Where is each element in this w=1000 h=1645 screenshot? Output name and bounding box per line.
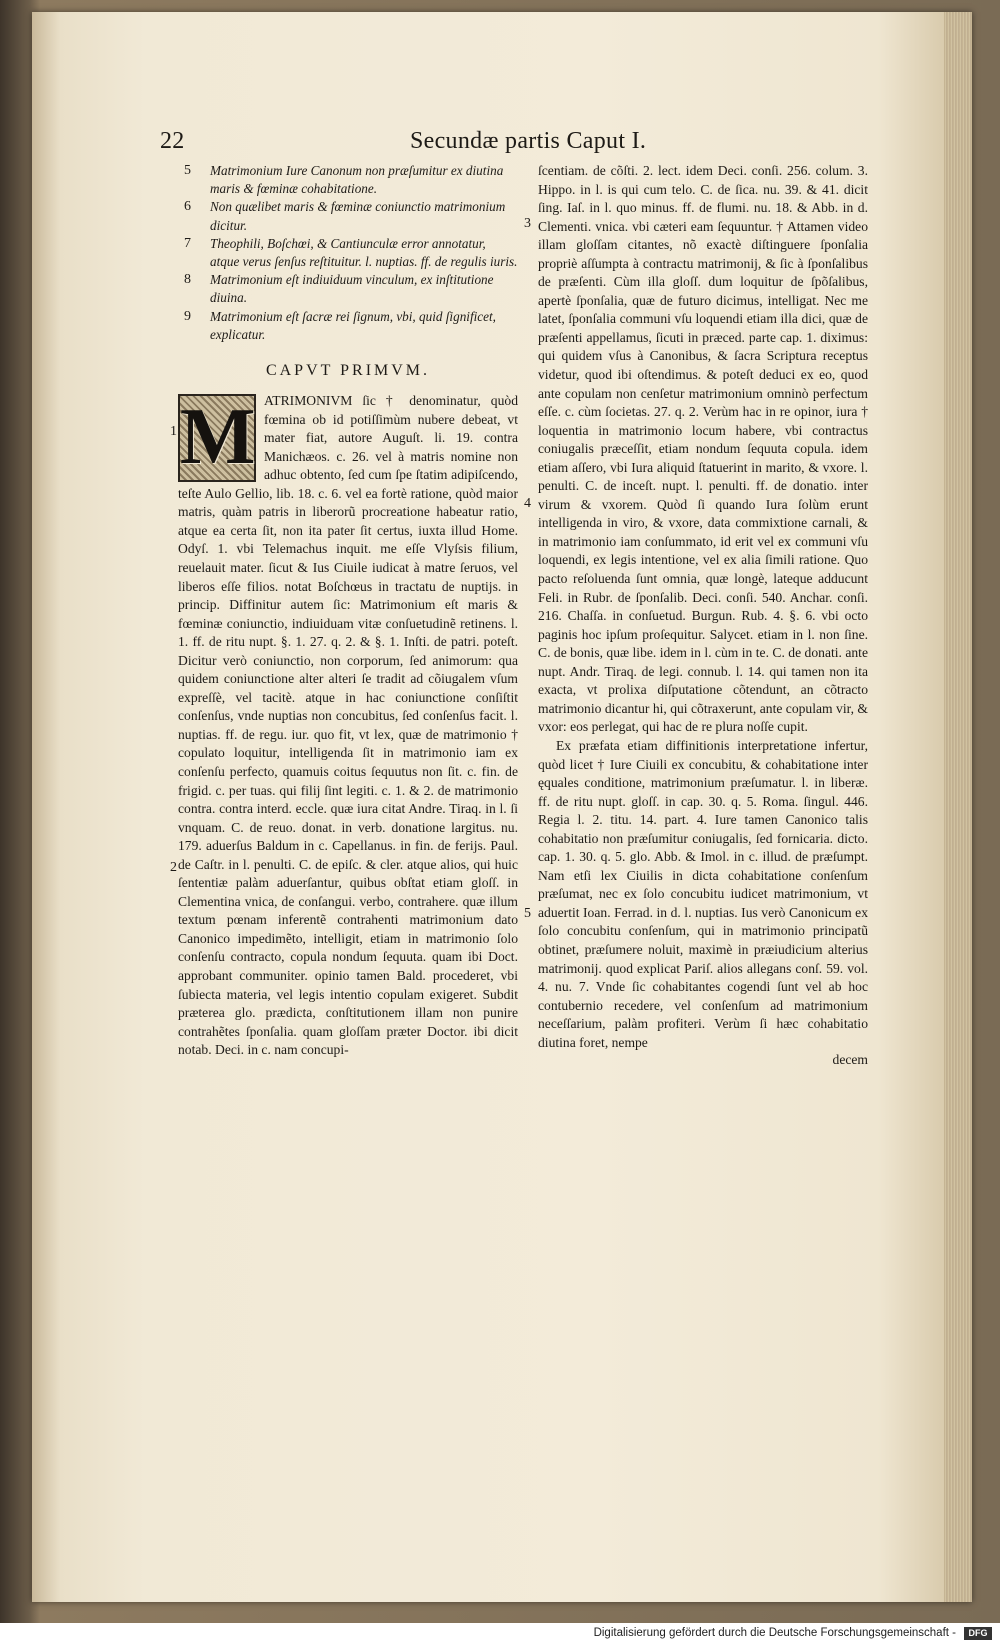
catchword: decem — [832, 1052, 868, 1068]
summary-item: 5 Matrimonium Iure Canonum non præſumitur ex diutina maris & fœminæ cohabitatione. — [184, 163, 504, 197]
margin-number: 3 — [524, 216, 531, 231]
right-column — [538, 162, 868, 1068]
margin-number: 4 — [524, 496, 531, 511]
summary-item: 8 Matrimonium eſt indiuiduum vinculum, ex inſtitutione diuina. — [184, 272, 494, 306]
page-edges — [944, 12, 972, 1602]
chapter-title: CAPVT PRIMVM. — [265, 362, 431, 380]
margin-number: 5 — [524, 906, 531, 921]
footer-text: Digitalisierung gefördert durch die Deutsche Forschungsgemeinschaft - — [593, 1627, 956, 1639]
summary-item: 7 Theophili, Boſchœi, & Cantiunculæ error annotatur, atque verus ſenſus reſtituitur. l. nuptias. ff. de regulis iuris. — [184, 235, 518, 270]
margin-number: 1 — [170, 424, 177, 439]
page-number: 22 — [160, 128, 185, 154]
margin-number: 2 — [170, 860, 177, 875]
left-body-text: M ATRIMONIVM ſic † denominatur, quòd fœmina ob id potiſſimùm nubere debeat, vt mater fiat, autore Auguſt. li. 19. contra Manichæos. c. 26. vel à matris nomine non adhuc obtento, ſed cum ſpe ſtatim adipiſcendo, teſte Aulo Gellio, lib. 18. c. 6. vel ea fortè ratione, quòd maior matris, quàm patris in liberorũ procreatione habeatur ratio, atque ea certa ſit, non ita pater ſit certus, iuxta illud Home. Odyſ. 1. vbi Telemachus inquit. me eſſe Vlyſsis filium, reuelauit mater. ſicut & Ius Ciuile iudicat à matre ſeruos, vel liberos eſſe filios. notat Boſchœus in tractatu de nuptijs. in princip. Diffinitur autem ſic: Matrimonium eſt maris & fœminæ coniunctio, indiuiduam vitæ conſuetudinẽ retinens. l. 1. ff. de ritu nupt. §. 1. 27. q. 2. & §. 1. Inſti. de patri. poteſt. Dicitur verò coniunctio, non corporum, ſed animorum: qua quidem coniunctione alter alteri ſe tradit ad cõiugalem vſum expreſſè, vel tacitè. atque in hac coniunctione conſiſtit conſenſus, vnde nuptias non concubitus, ſed conſenſus facit. l. nuptias. ff. de regu. iur. quo fit, vt lex, quæ de matrimonio † copulato loquitur, intelligenda ſit in matrimonio iam ex conſenſu perfecto, quamuis coitus ſequutus non ſit. c. fin. de frigid. c. per tuas. qui filij ſint legiti. c. 1. & 2. de matrimonio contra. contra interd. eccle. quæ iura citat Andre. Tiraq. in l. ſi vnquam. C. de reuo. donat. in verb. donatione largitus. nu. 179. aduerſus Baldum in c. Capellanus. in fin. de ferijs. Paul. de Caſtr. in l. penulti. C. de epiſc. & cler. atque alios, qui huic ſententiæ palàm aduerſantur, quibus obſtat etiam gloſſ. in Clementina vnica, de conſangui. verbo, contrahere. quæ illum textum pœnam inferentẽ contrahenti matrimonium dato Canonico impedimẽto, intelligit, etiam in matrimonio ſolo conſenſu contracto, copula nondum ſequuta. quam ibi Doct. approbant communiter. opinio tamen Bald. procederet, vbi ſubiecta materia, vel legis intentio copulam exigeret. Subdit præterea glo. prædicta, conſtitutionem illam non punire contrahẽtes ſponſalia. quam gloſſam præter Doctor. ibi dicit notab. Deci. in c. nam concupi- — [178, 393, 518, 1058]
decorated-initial: M — [180, 393, 256, 482]
right-body-text: ſcentiam. de cõſti. 2. lect. idem Deci. conſi. 256. colum. 3. Hippo. in l. is qui cum telo. C. de ſica. nu. 39. & 41. dicit ſing. Iaſ. in l. quo minus. ff. de flumi. nu. 18. & Abb. in d. Clementi. vnica. vbi cæteri eam ſequuntur. † Attamen video illam gloſſam citantes, nõ exactè diſtinguere ſponſalia propriè aſſumpta à contractu matrimonij, & ſic à ſponſalibus de præſenti. Cùm illa gloſſ. dum loquitur de ſpõſalibus, apertè ſponſalia, quæ de futuro dicimus, intelligat. Nec me latet, ſponſalia communi vſu loquendi etiam illa dici, quæ de præſenti appellamus, ſicuti in præced. parte cap. 1. diximus: qui quidem vſus à Canonibus, & ſacra Scriptura receptus videtur, quod ibi oſtendimus. & poteſt deduci ex eo, quod ante copulam non cenſetur matrimonium omninò perfectum eſſe. c. cùm ſocietas. 27. q. 2. Verùm hac in re opinor, iura † loquentia in matrimonio locum habere, vbi contractus coniugalis præceſſit, etiam nondum ſequuta copula. idem etiam aſſero, vbi Iura aliquid ſtatuerint in marito, & vxore. l. penulti. C. de inceſt. nupt. l. penulti. ff. de donatio. inter virum & vxorem. Quòd ſi quando Iura ſolùm erunt intelligenda in viro, & vxore, data commixtione carnali, & in matrimonio iam conſummato, id erit vel ex communi vſu loquendi, ex legis intentione, vel ex alia ſimili ratione. Quo pacto reſoluenda ſunt omnia, quæ longè, lateque adducunt Feli. in Rubr. de ſponſalib. Deci. conſi. 540. Anchar. conſi. 216. Chaſſa. in conſuetud. Burgun. Rub. 4. §. 6. vbi octo paginis hoc ipſum proſequitur. Salycet. etiam in l. non ſine. C. de bonis, quæ libe. idem in l. cùm in te. C. de donati. ante nupt. Andr. Tiraq. de legi. connub. l. 14. qui tamen non ita exacta, vt prolixa diſputatione cõtendunt, an cõtracto matrimonio dicantur hi, qui cõtraxerunt, ante copulam vir, & vxor: eos perlegat, qui hac de re plura noſſe cupit. — [538, 163, 868, 735]
left-column — [178, 162, 518, 1060]
right-body-paragraph: Ex præfata etiam diffinitionis interpretatione infertur, quòd licet † Iure Ciuili ex concubitu, & cohabitatione inter ęquales conditione, matrimonium præſumatur. l. in liberæ. ff. de ritu nupt. gloſſ. in cap. 30. q. 5. Roma. ſingul. 446. Regia l. 2. titu. 14. part. 4. Iure tamen Canonico talis cohabitatio non præſumitur coniugalis, ſed fornicaria. dicto. cap. 1. 30. q. 5. glo. Abb. & Imol. in c. illud. de præſumpt. Nam etſi lex Ciuilis in dicta cohabitatione conſenſum præſumat, nec ex ſolo concubitu iudicet matrimonium, vt aduertit Ioan. Ferrad. in d. l. nuptias. Ius verò Canonicum ex ſolo concubitu conſenſum, qui in matrimonio principatũ obtinet, præſumere noluit, maximè in præiudicium alterius matrimonij. quod explicat Pariſ. alios allegans conſ. 59. vol. 4. nu. 7. Vnde ſic cohabitantes cogendi ſunt vel ab hoc contubernio recedere, vel conſenſum ad matrimonium neceſſarium, palàm profiteri. Verùm ſi hæc cohabitatio diutina foret, nempe — [538, 737, 868, 1050]
digitization-footer — [0, 1623, 1000, 1645]
dfg-logo: DFG — [964, 1627, 992, 1640]
running-title: Secundæ partis Caput I. — [410, 128, 647, 154]
summary-item: 6 Non quælibet maris & fœminæ coniunctio matrimonium dicitur. — [184, 199, 506, 233]
summary-item: 9 Matrimonium eſt ſacræ rei ſignum, vbi, quid ſignificet, explicatur. — [184, 308, 496, 342]
